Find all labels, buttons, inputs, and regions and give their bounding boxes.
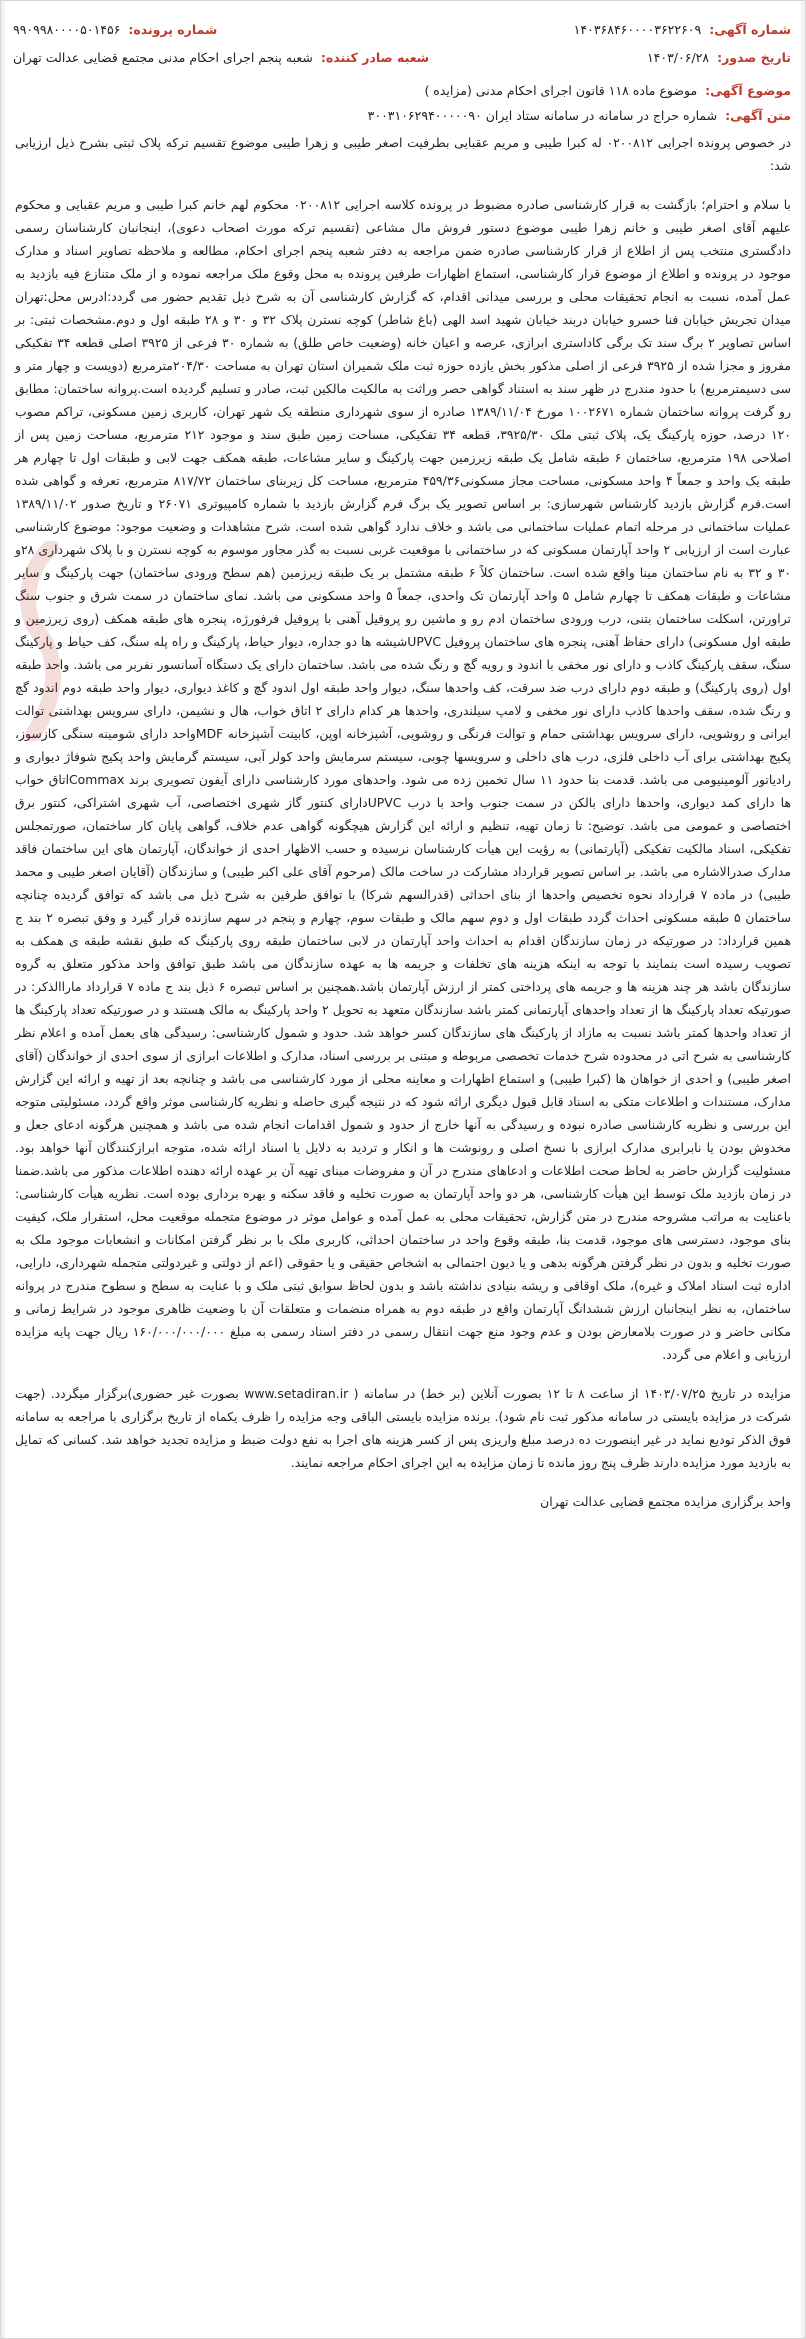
signature-line: واحد برگزاری مزایده مجتمع قضایی عدالت تهران [540,1494,791,1509]
notice-number-value: ۱۴۰۳۶۸۴۶۰۰۰۰۳۶۲۲۶۰۹ [573,21,702,37]
expert-report-paragraph: با سلام و احترام؛ بازگشت به قرار کارشناسی صادره مضبوط در پرونده کلاسه اجرایی ۰۲۰۰۸۱۲ محکوم لهم خانم کبرا طیبی و مریم عقبایی و محکوم علیهم آقای اصغر طیبی و خانم زهرا طیبی موضوع دستور فروش مال مشاعی (تقسیم ترکه مورث اصحاب دعوی)، اینجانبان کارشناسان رسمی دادگستری منتخب پس از اطلاع از قرار کارشناسی صادره ضمن مراجعه به دفتر شعبه پنجم اجرای احکام، مطالعه و ملاحظه تصاویر اسناد و مدارک موجود در پرونده و اطلاع از موضوع قرار کارشناسی، استماع اظهارات طرفین پرونده به محل وقوع ملک مراجعه نموده و از ملک متنازع فیه بازدید به عمل آمده، نسبت به انجام تحقیقات محلی و بررسی میدانی اقدام، که گزارش کارشناسی آن به شرح ذیل تقدیم حضور می گردد:ادرس محل:تهران میدان تجریش خیابان فنا خسرو خیابان دربند خیابان شهید اسد الهی (باغ شاطر) کوچه نسترن پلاک ۳۲ و ۳۰ و ۲۸ طبقه اول و دوم.مشخصات ثبتی: بر اساس تصاویر ۲ برگ سند تک برگی کاداستری ابرازی، عرصه و اعیان خانه (وضعیت خاص طلق) به شماره ۳۰ فرعی از ۳۹۲۵ اصلی قطعه ۳۴ تفکیکی مفروز و مجزا شده از ۳۹۲۵ فرعی از اصلی مذکور بخش یازده حوزه ثبت ملک شمیران استان تهران به مساحت ۲۰۴/۳۰مترمربع (دویست و چهار متر و سی دسیمترمربع) با حدود مندرج در ظهر سند به استناد گواهی حصر وراثت به مالکیت مالکین ثبت، صادر و تسلیم گردیده است.پروانه ساختمان: مطابق رو گرفت پروانه ساختمان شماره ۱۰۰۲۶۷۱ مورخ ۱۳۸۹/۱۱/۰۴ صادره از سوی شهرداری منطقه یک شهر تهران، کاربری زمین مسکونی، تراکم مصوب ۱۲۰ درصد، حوزه پارکینگ یک، پلاک ثبتی ملک ۳۹۲۵/۳۰، قطعه ۳۴ تفکیکی، مساحت زمین طبق سند و موجود ۲۱۲ مترمربع، مساحت زمین پس از اصلاحی ۱۹۸ مترمربع، ساختمان ۶ طبقه شامل یک طبقه زیرزمین جهت پارکینگ و سایر مشاعات، طبقه همکف جهت لابی و طبقات اول تا چهارم هر طبقه یک واحد و جمعاً ۴ واحد مسکونی، مساحت مجاز مسکونی۴۵۹/۳۶ مترمربع، مساحت کل زیربنای ساختمان ۸۱۷/۷۲ مترمربع، تعرفه و گواهی شده است.فرم گزارش بازدید کارشناس شهرسازی: بر اساس تصویر یک برگ فرم گزارش بازدید با شماره کامپیوتری ۲۶۰۷۱ و تاریخ صدور ۱۳۸۹/۱۱/۰۲ عملیات ساختمانی در مرحله اتمام عملیات ساختمانی می باشد و خلاف ندارد گواهی شده است. شرح مشاهدات و وضعیت موجود: موضوع کارشناسی عبارت است از ارزیابی ۲ واحد آپارتمان مسکونی که در ساختمانی با موقعیت غربی نسبت به گذر مجاور موسوم به کوچه نسترن و با پلاک شهرداری ۲۸و ۳۰ و ۳۲ به نام ساختمان مینا واقع شده است. ساختمان کلاً ۶ طبقه مشتمل بر یک طبقه زیرزمین (هم سطح ورودی ساختمان) جهت پارکینگ و سایر مشاعات و طبقات همکف تا چهارم شامل ۵ واحد آپارتمان تک واحدی، جمعاً ۵ واحد مسکونی می باشد. نمای ساختمان در سمت شرق و جنوب سنگ تراورتن، اسکلت ساختمان بتنی، درب ورودی ساختمان ادم رو و ماشین رو پروفیل آهنی با پروفیل فرفورژه، پنجره های طبقه همکف (روی زیرزمین و طبقه اول مسکونی) دارای حفاظ آهنی، پنجره های ساختمان پروفیل UPVCشیشه ها دو جداره، دیوار حیاط، پارکینگ و راه پله سنگ، کف حیاط و پارکینگ سنگ، سقف پارکینگ کاذب و دارای نور مخفی با اندود و رویه گچ و رنگ شده می باشد. ساختمان دارای یک دستگاه آسانسور نفربر می باشد. واحد طبقه اول (روی پارکینگ) و طبقه دوم دارای درب ضد سرقت، کف واحدها سنگ، دیوار واحد طبقه اول اندود گچ و کاغذ دیواری، دیوار واحد طبقه دوم اندود گچ و رنگ شده، سقف واحدها کاذب دارای نور مخفی و لامپ سیلندری، واحدها هر کدام دارای ۲ اتاق خواب، هال و نشیمن، دارای سرویس بهداشتی توالت ایرانی و روشویی، دارای سرویس بهداشتی حمام و توالت فرنگی و روشویی، آشپزخانه اوپن، کابینت آشپزخانه MDFواحد دارای شومینه سنگی کازسوز، پکیج بهداشتی برای آب داخلی فلزی، درب های داخلی و سرویسها چوبی، سیستم سرمایش واحد کولر آبی، سیستم گرمایش واحد پکیج شوفاژ دیواری و رادیاتور آلومینیومی می باشد. قدمت بنا حدود ۱۱ سال تخمین زده می شود. واحدهای مورد کارشناسی دارای آیفون تصویری برند Commaxاتاق خواب ها دارای کمد دیواری، واحدها دارای بالکن در سمت جنوب واحد با درب UPVCدارای کنتور گاز شهری اختصاصی، آب شهری اشتراکی، کنتور برق اختصاصی و عمومی می باشد. توضیح: تا زمان تهیه، تنظیم و ارائه این گزارش هیچگونه گواهی عدم خلاف، گواهی پایان کار ساختمان، صورتمجلس تفکیکی، اسناد مالکیت تفکیکی (آپارتمانی) به رؤیت این هیأت کارشناسان نرسیده و حسب الاظهار احدی از خواندگان، آپارتمان های این ساختمان فاقد مدارک صدرالاشاره می باشد. بر اساس تصویر قرارداد مشارکت در ساخت مالک (مرحوم آقای علی اکبر طیبی) و سازندگان (آقایان اصغر طیبی و محمد طیبی) در ماده ۷ قرارداد نحوه تخصیص واحدها از بنای احداثی (قدرالسهم شرکا) با توافق طرفین به شرح ذیل می باشد که توافق گردیده چنانچه ساختمان ۵ طبقه مسکونی احداث گردد طبقات اول و دوم سهم مالک و طبقات سوم، چهارم و پنجم در سهم سازنده قرار گیرد و وفق تبصره ۲ بند ج همین قرارداد: در صورتیکه در زمان سازندگان اقدام به احداث واحد آپارتمان در لابی ساختمان طبقه روی پارکینگ که طبق نقشه طبقه ی همکف به تصویب رسیده است بنمایند با توجه به اینکه هزینه های تخلفات و جریمه ها به عهده سازندگان می باشد طبق توافق واحد مذکور متعلق به گروه سازندگان باشد هر چند هزینه ها و جریمه های پرداختی کمتر از ارزش آپارتمان باشد.همچنین بر اساس تبصره ۶ ذیل بند ج ماده ۷ قرارداد ماراالذکر: در صورتیکه تعداد پارکینگ ها از تعداد واحدهای آپارتمانی کمتر باشد سازندگان متعهد به تحویل ۲ واحد پارکینگ به مالک هستند و در صورتیکه تعداد پارکینگ ها از تعداد واحدها کمتر باشد نسبت به مازاد از پارکینگ های سازندگان کسر خواهد شد. حدود و شمول کارشناسی: رسیدگی های بعمل آمده و اعلام نظر کارشناسی به شرح اتی در محدوده شرح خدمات تخصصی مربوطه و مبتنی بر بررسی اسناد، مدارک و اطلاعات ابرازی از سوی احدی از خواندگان (آقای اصغر طیبی) و احدی از خواهان ها (کبرا طیبی) و استماع اظهارات و معاینه محلی از مورد کارشناسی می باشد و چنانچه بعد از تهیه و ارائه این گزارش مدارک، مستندات و اطلاعات متکی به اسناد قابل قبول دیگری ارائه شود که در نتیجه گیری حاصله و نظریه کارشناسی موثر واقع گردد، مسئولیتی متوجه این بررسی و نظریه کارشناسی صادره نبوده و رسیدگی به آنها خارج از حدود و شمول اقدامات انجام شده می باشد و همچنین هرگونه ادعای جعل و مخدوش بودن یا نابرابری مدارک ابرازی با نسخ اصلی و رونوشت ها و انکار و تردید به دلایل یا اسناد ارائه شده، متوجه ابرازکنندگان آنها خواهد بود. مسئولیت گزارش حاضر به لحاظ صحت اطلاعات و ادعاهای مندرج در آن و مفروضات مبنای تهیه آن بر عهده ارائه دهنده اطلاعات مذکور می باشد.ضمنا در زمان بازدید ملک توسط این هیأت کارشناسی، هر دو واحد آپارتمان به صورت تخلیه و فاقد سکنه و بهره برداری بوده است. نظریه هیأت کارشناسی: باعنایت به مراتب مشروحه مندرج در متن گزارش، تحقیقات محلی به عمل آمده و عوامل موثر در موضوع متجمله موقعیت محل، استقرار ملک، کیفیت بنای موجود، دسترسی های موجود، قدمت بنا، طبقه وقوع واحد در ساختمان احداثی، کاربری ملک با بر نظر گرفتن امکانات و انشعابات موجود ملک به صورت تخلیه و بدون در نظر گرفتن هرگونه بدهی و یا دیون احتمالی به اشخاص حقیقی و یا حقوقی (اعم از دولتی و غیردولتی متجمله شهرداری، دارایی، اداره ثبت اسناد املاک و غیره)، ملک اوقافی و ریشه بنیادی نداشته باشد و بدون لحاظ سوابق ثبتی ملک و با عنایت به سطح و سطوح مندرج در پروانه ساختمان، به نظر اینجانبان ارزش ششدانگ آپارتمان واقع در طبقه دوم به همراه منضمات و متعلقات آن با وضعیت ظاهری موجود در شرایط زمانی و مکانی حاضر و در صورت بلامعارض بودن و عدم وجود منع جهت انتقال رسمی در دفتر اسناد رسمی به مبلغ ۱۶۰/۰۰۰/۰۰۰/۰۰۰ ریال جهت پایه مزایده ارزیابی و اعلام می گردد. [15,197,792,1362]
right-margin-stripe [801,1,805,2339]
case-number-value: ۹۹۰۹۹۸۰۰۰۰۵۰۱۴۵۶ [13,21,121,37]
issuer-field [13,50,429,65]
header-row-numbers [13,15,791,43]
issue-date-field [647,50,791,65]
topic-value: موضوع ماده ۱۱۸ قانون اجرای احکام مدنی (مزایده ) [424,83,698,98]
topic-label: موضوع آگهی: [705,83,791,98]
case-summary-paragraph: در خصوص پرونده اجرایی ۰۲۰۰۸۱۲ له کبرا طیبی و مریم عقبایی بطرفیت اصغر طیبی و زهرا طیبی موضوع تقسیم ترکه پلاک ثبتی بشرح ذیل ارزیابی شد: [15,135,791,173]
issuer-value: شعبه پنجم اجرای احکام مدنی مجتمع قضایی عدالت تهران [13,49,313,65]
case-number-label: شماره پرونده: [128,21,218,37]
issue-date-label: تاریخ صدور: [717,49,791,65]
notice-number-label: شماره آگهی: [709,21,791,37]
notice-text-label: متن آگهی: [725,108,791,123]
notice-body [1,123,805,1513]
issuer-label: شعبه صادر کننده: [320,49,430,65]
issue-date-value: ۱۴۰۳/۰۶/۲۸ [646,49,710,65]
notice-text-heading [1,98,805,123]
auction-terms-paragraph: مزایده در تاریخ ۱۴۰۳/۰۷/۲۵ از ساعت ۸ تا ۱۲ بصورت آنلاین (بر خط) در سامانه ( www.setadiran.ir بصورت غیر حضوری)برگزار میگردد. (جهت شرکت در مزایده بایستی در سامانه مذکور ثبت نام شود). برنده مزایده بایستی الباقی وجه مزایده را ظرف یکماه از تاریخ برگزاری با مراجعه به سامانه فوق الذکر تودیع نماید در غیر اینصورت ده درصد مبلغ واریزی پس از کسر هزینه های اجرا به نفع دولت ضبط و مزایده تجدید خواهد شد. کسانی که تمایل به بازدید مورد مزایده دارند ظرف پنج روز مانده تا زمان مزایده به این اجرای احکام مراجعه نمایند. [15,1386,791,1470]
auction-number-text: شماره حراج در سامانه در سامانه ستاد ایران ۳۰۰۳۱۰۶۲۹۴۰۰۰۰۰۹۰ [367,108,718,123]
case-number-field [13,22,217,37]
notice-number-field [574,22,791,37]
notice-header [1,1,805,71]
court-watermark-icon [11,541,75,741]
header-row-issue [13,43,791,71]
left-margin-stripe [1,1,5,2339]
notice-topic [1,71,805,98]
